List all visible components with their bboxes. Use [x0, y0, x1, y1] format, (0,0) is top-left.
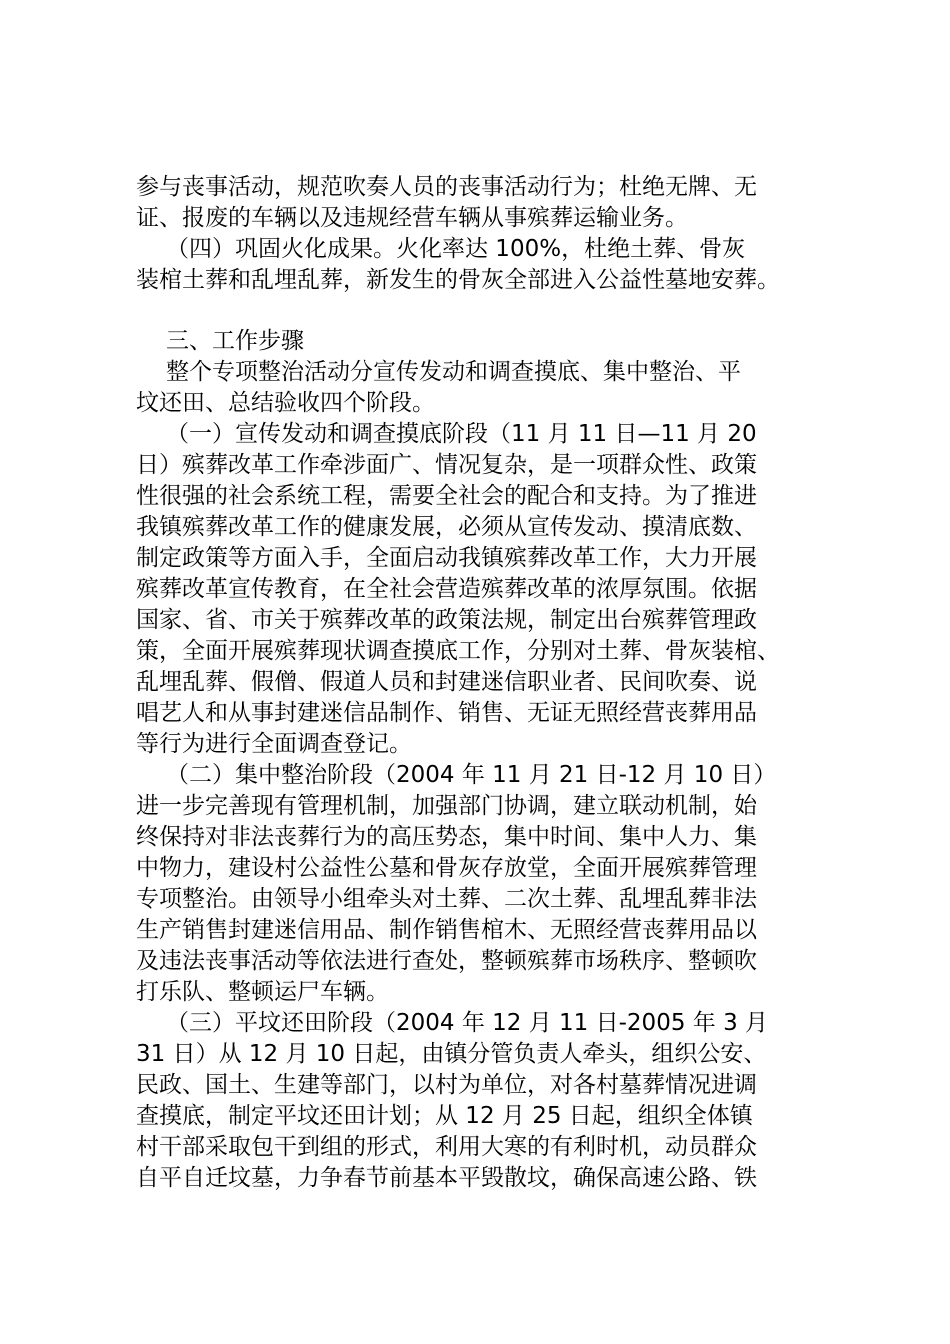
text-line: 证、报废的车辆以及违规经营车辆从事殡葬运输业务。: [136, 205, 688, 231]
text-line: 日）殡葬改革工作牵涉面广、情况复杂，是一项群众性、政策: [136, 452, 757, 478]
text-line: 生产销售封建迷信用品、制作销售棺木、无照经营丧葬用品以: [136, 917, 757, 943]
phase-one-heading: （一）宣传发动和调查摸底阶段（11 月 11 日—11 月 20: [166, 421, 757, 447]
text-line: 及违法丧事活动等依法进行查处，整顿殡葬市场秩序、整顿吹: [136, 948, 757, 974]
text-line: 终保持对非法丧葬行为的高压势态，集中时间、集中人力、集: [136, 824, 757, 850]
text-line: 唱艺人和从事封建迷信品制作、销售、无证无照经营丧葬用品: [136, 700, 757, 726]
section-heading: 三、工作步骤: [166, 328, 304, 354]
text-line: 装棺土葬和乱埋乱葬，新发生的骨灰全部进入公益性墓地安葬。: [136, 267, 780, 293]
text-line: 自平自迁坟墓，力争春节前基本平毁散坟，确保高速公路、铁: [136, 1165, 757, 1191]
text-line: 打乐队、整顿运尸车辆。: [136, 979, 389, 1005]
text-line: 国家、省、市关于殡葬改革的政策法规，制定出台殡葬管理政: [136, 607, 757, 633]
text-line: 策，全面开展殡葬现状调查摸底工作，分别对土葬、骨灰装棺、: [136, 638, 780, 664]
text-line: 民政、国土、生建等部门，以村为单位，对各村墓葬情况进调: [136, 1072, 757, 1098]
text-line: 坟还田、总结验收四个阶段。: [136, 390, 435, 416]
text-line: 等行为进行全面调查登记。: [136, 731, 412, 757]
phase-two-heading: （二）集中整治阶段（2004 年 11 月 21 日-12 月 10 日）: [166, 762, 777, 788]
text-line: 性很强的社会系统工程，需要全社会的配合和支持。为了推进: [136, 483, 757, 509]
text-line: 进一步完善现有管理机制，加强部门协调，建立联动机制，始: [136, 793, 757, 819]
paragraph-overview-start: 整个专项整治活动分宣传发动和调查摸底、集中整治、平: [166, 359, 741, 385]
text-line: 中物力，建设村公益性公墓和骨灰存放堂，全面开展殡葬管理: [136, 855, 757, 881]
text-line: 殡葬改革宣传教育，在全社会营造殡葬改革的浓厚氛围。依据: [136, 576, 757, 602]
phase-three-heading: （三）平坟还田阶段（2004 年 12 月 11 日-2005 年 3 月: [166, 1010, 769, 1036]
text-line: 参与丧事活动，规范吹奏人员的丧事活动行为；杜绝无牌、无: [136, 174, 757, 200]
text-line: 31 日）从 12 月 10 日起，由镇分管负责人牵头，组织公安、: [136, 1041, 767, 1067]
text-line: 专项整治。由领导小组牵头对土葬、二次土葬、乱埋乱葬非法: [136, 886, 757, 912]
text-line: 我镇殡葬改革工作的健康发展，必须从宣传发动、摸清底数、: [136, 514, 757, 540]
text-line: 村干部采取包干到组的形式，利用大寒的有利时机，动员群众: [136, 1134, 757, 1160]
text-line: 乱埋乱葬、假僧、假道人员和封建迷信职业者、民间吹奏、说: [136, 669, 757, 695]
text-line: 查摸底，制定平坟还田计划；从 12 月 25 日起，组织全体镇: [136, 1103, 753, 1129]
text-line: 制定政策等方面入手，全面启动我镇殡葬改革工作，大力开展: [136, 545, 757, 571]
paragraph-four-start: （四）巩固火化成果。火化率达 100%，杜绝土葬、骨灰: [166, 236, 746, 262]
